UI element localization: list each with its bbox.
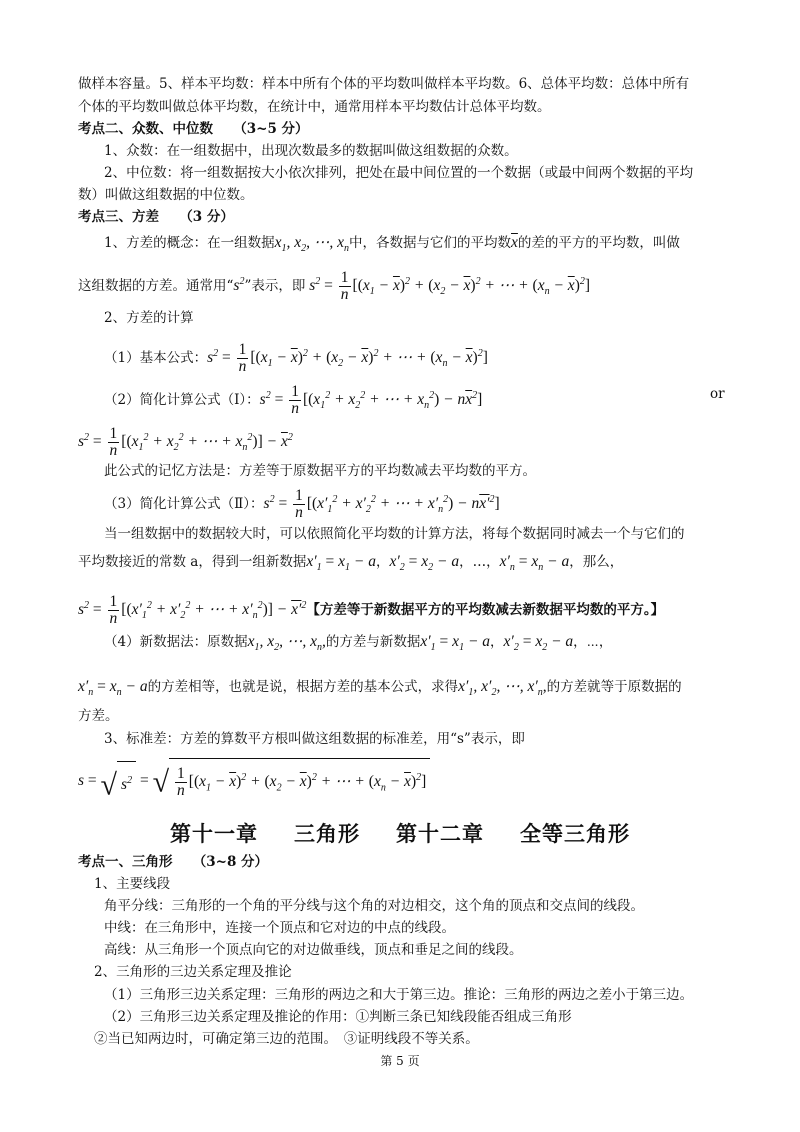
text: ，	[375, 554, 390, 570]
text: （1）基本公式：	[104, 350, 208, 367]
variance-concept: 1、方差的概念：在一组数据$x_1$, $x_2$, ⋯, $x_n$中，各数据与它们的平均数$\overline{x}$的差的平方的平均数，叫做	[104, 234, 680, 255]
median-definition: 2、中位数：将一组数据按大小依次排列，把处在最中间位置的一个数据（或最中间两个数据的平均	[104, 165, 694, 181]
angle-bisector: 角平分线：三角形的一个角的平分线与这个角的对边相交，这个角的顶点和交点间的线段。	[104, 898, 644, 914]
std-formula: s = √ $s^2$ = √ $\frac{1}{n}$ [$(x_1 - \overline{x})^2 + (x_2 - \overline{x})^2$ + ⋯ + $(x_n - \overline{x})^2$]	[78, 758, 430, 805]
section-heading: 考点二、众数、中位数 （3~5 分）	[78, 121, 309, 137]
chapter-number: 第十一章	[170, 822, 258, 846]
paragraph-line: 个体的平均数叫做总体平均数，在统计中，通常用样本平均数估计总体平均数。	[78, 99, 551, 115]
basic-formula: （1）基本公式：$s^2$ = $\frac{1}{n}$ [$(x_1 - \overline{x})^2 + (x_2 - \overline{x})^2$ + ⋯ + $(x_n - \overline{x})^2$]	[104, 341, 488, 375]
triangle-theorem: （1）三角形三边关系定理：三角形的两边之和大于第三边。推论：三角形的两边之差小于第三边。	[104, 987, 694, 1003]
chapter-title: 全等三角形	[520, 822, 630, 846]
chapter-title: 三角形	[294, 822, 360, 846]
chapter-heading	[0, 818, 800, 848]
text: 的方差与新数据	[325, 634, 421, 650]
theorem-use-cont: ②当已知两边时，可确定第三边的范围。 ③证明线段不等关系。	[94, 1031, 479, 1047]
text: 的差的平方的平均数，叫做	[517, 235, 680, 251]
section-heading: 考点三、方差 （3 分）	[78, 209, 234, 225]
variance-notation: 这组数据的方差。通常用“$s^2$”表示，即 $s^2$ = $\frac{1}{n}$ [$(x_1 - \overline{x})^2 + (x_2 - \overline{x})^2$ + ⋯ + $(x_n - \overline{x})^2$]	[78, 269, 591, 303]
new-data-formula: $s^2$ = $\frac{1}{n}$ [($x'_1^2 + x'_2^2$ + ⋯ + $x'_n^2)] - x'^2$【方差等于新数据平方的平均数减去新数据平均数的平方。】	[78, 593, 665, 627]
big-data-note: 当一组数据中的数据较大时，可以依照简化平均数的计算方法，将每个数据同时减去一个与它们的	[104, 526, 685, 542]
text: 1、方差的概念：在一组数据	[104, 235, 275, 251]
simplified-formula-2: （3）简化计算公式（Ⅱ）：$s^2$ = $\frac{1}{n}$ [($x'_1^2 + x'_2^2$ + ⋯ + $x'_n^2) - nx'^2$]	[104, 487, 500, 521]
mode-definition: 1、众数：在一组数据中，出现次数最多的数据叫做这组数据的众数。	[104, 143, 518, 159]
new-data-method-end: 方差。	[78, 708, 119, 724]
side-relations: 2、三角形的三边关系定理及推论	[94, 964, 292, 980]
text: 【方差等于新数据平方的平均数减去新数据平均数的平方。】	[306, 602, 665, 619]
text: ”表示，即	[244, 278, 306, 295]
text: ，…，	[459, 554, 500, 570]
text: （2）简化计算公式（Ⅰ）：	[104, 392, 260, 409]
text: 这组数据的方差。通常用“	[78, 278, 234, 295]
theorem-use: （2）三角形三边关系定理及推论的作用：①判断三条已知线段能否组成三角形	[104, 1009, 572, 1025]
median-line: 中线：在三角形中，连接一个顶点和它对边的中点的线段。	[104, 920, 455, 936]
big-data-note-cont: 平均数接近的常数 a，得到一组新数据$x'_1 = x_1 - a$，$x'_2 = x_2 - a$，…，$x'_n = x_n - a$，那么，	[78, 553, 624, 574]
text: ，	[490, 634, 504, 650]
page-number: 第 5 页	[380, 1054, 420, 1068]
calc-heading: 2、方差的计算	[104, 310, 194, 326]
text: 的方差就等于原数据的	[546, 679, 682, 695]
text: 的方差相等，也就是说，根据方差的基本公式，求得	[147, 679, 459, 695]
paragraph-line: 做样本容量。5、样本平均数：样本中所有个体的平均数叫做样本平均数。6、总体平均数：总体中所有	[78, 76, 690, 92]
simplified-formula-1: （2）简化计算公式（Ⅰ）：$s^2$ = $\frac{1}{n}$ [($x_1^2 + x_2^2$ + ⋯ + $x_n^2) - n\overline{x}^2$]	[104, 383, 483, 417]
text: （4）新数据法：原数据	[104, 634, 248, 650]
std-definition: 3、标准差：方差的算数平方根叫做这组数据的标准差，用“s”表示，即	[104, 731, 525, 747]
or-label: or	[710, 386, 725, 402]
simplified-formula-1-alt: $s^2$ = $\frac{1}{n}$ [($x_1^2 + x_2^2$ + ⋯ + $x_n^2)] - \overline{x}^2$	[78, 425, 293, 459]
text: 中，各数据与它们的平均数	[349, 235, 512, 251]
memory-tip: 此公式的记忆方法是：方差等于原数据平方的平均数减去平均数的平方。	[104, 463, 536, 479]
median-definition-cont: 数）叫做这组数据的中位数。	[78, 187, 254, 203]
altitude-line: 高线：从三角形一个顶点向它的对边做垂线，顶点和垂足之间的线段。	[104, 942, 523, 958]
section-heading: 考点一、三角形 （3~8 分）	[78, 854, 269, 870]
text: （3）简化计算公式（Ⅱ）：	[104, 496, 264, 513]
chapter-number: 第十二章	[396, 822, 484, 846]
new-data-method: （4）新数据法：原数据$x_1$, $x_2$, ⋯, $x_n$,的方差与新数据$x'_1 = x_1 - a$，$x'_2 = x_2 - a$，⋯，	[104, 633, 613, 654]
main-segments: 1、主要线段	[94, 876, 171, 892]
text: 平均数接近的常数 a，得到一组新数据	[78, 554, 307, 570]
new-data-method-cont: $x'_n = x_n - a$的方差相等，也就是说，根据方差的基本公式，求得$x'_1$, $x'_2$, ⋯, $x'_n$,的方差就等于原数据的	[78, 678, 682, 699]
text: ，那么，	[569, 554, 624, 570]
